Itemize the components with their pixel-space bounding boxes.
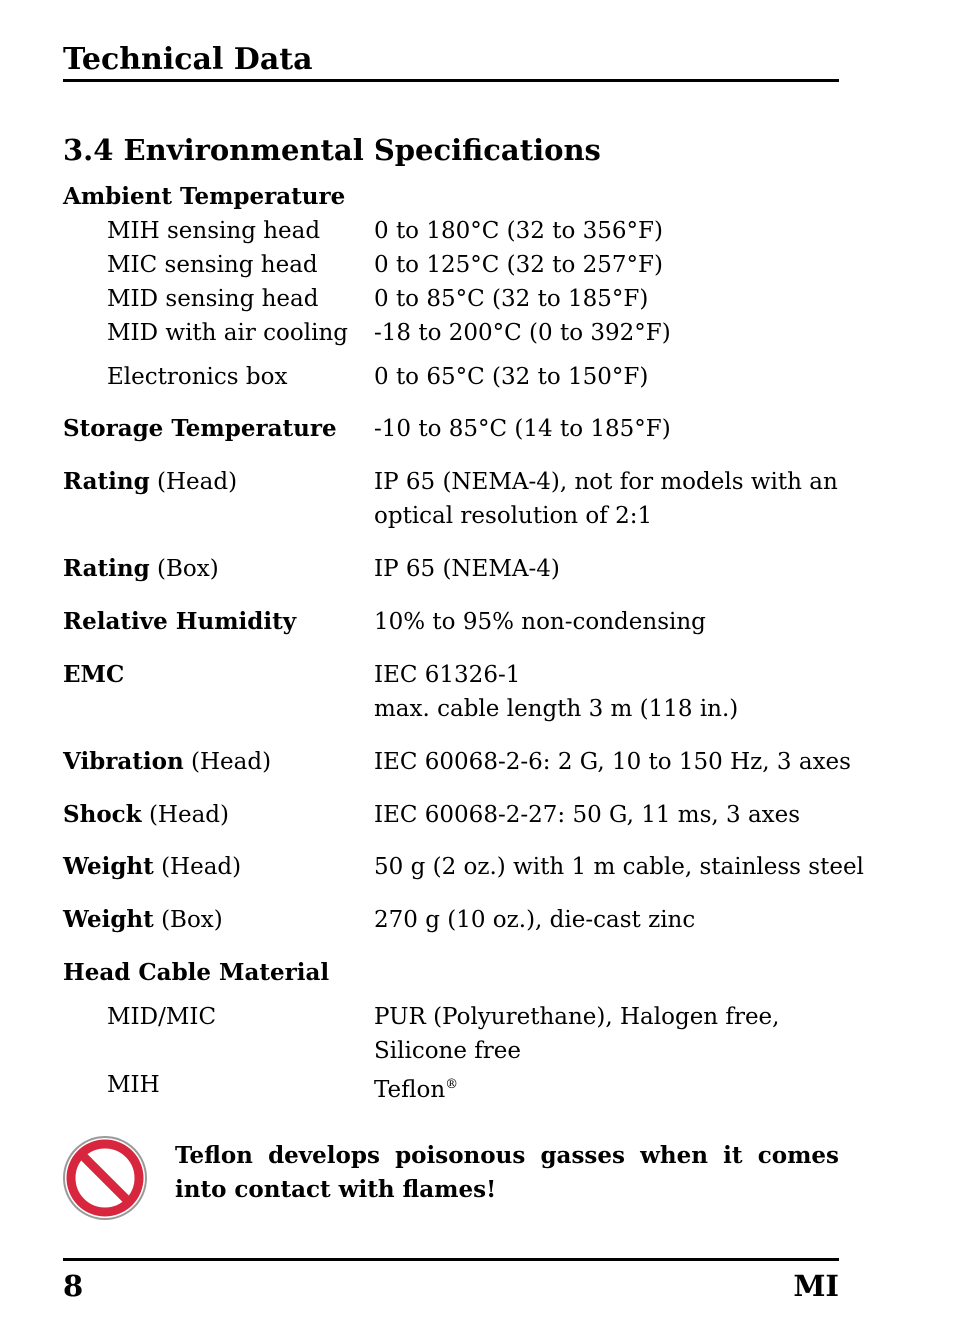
warning-text: Teflon develops poisonous gasses when it comes into contact with flames! [175, 1142, 839, 1203]
ambient-item-value: 0 to 85°C (32 to 185°F) [374, 286, 649, 312]
weight-box-value: 270 g (10 oz.), die-cast zinc [374, 907, 696, 933]
rating-box-label: Rating (Box) [63, 555, 219, 582]
rating-box-value: IP 65 (NEMA-4) [374, 556, 560, 582]
shock-value: IEC 60068-2-27: 50 G, 11 ms, 3 axes [374, 802, 801, 828]
emc-label: EMC [63, 661, 125, 688]
cable-mih-value: Teflon® [374, 1077, 459, 1103]
weight-box-label: Weight (Box) [63, 906, 223, 933]
vibration-label: Vibration (Head) [63, 748, 272, 775]
head-cable-material-label: Head Cable Material [63, 959, 330, 986]
ambient-item-value: -18 to 200°C (0 to 392°F) [374, 320, 671, 346]
storage-temperature-value: -10 to 85°C (14 to 185°F) [374, 416, 671, 442]
ambient-item-label: MID with air cooling [107, 320, 348, 346]
page-number: 8 [63, 1269, 84, 1303]
header-rule [63, 79, 839, 82]
prohibition-icon [62, 1135, 148, 1221]
shock-label: Shock (Head) [63, 801, 229, 828]
rating-head-value-line1: IP 65 (NEMA-4), not for models with an [374, 469, 838, 495]
relative-humidity-label: Relative Humidity [63, 608, 297, 635]
cable-mid-mic-value-line2: Silicone free [374, 1038, 522, 1064]
rating-head-value-line2: optical resolution of 2:1 [374, 503, 653, 529]
emc-value-line1: IEC 61326-1 [374, 662, 521, 688]
footer-rule [63, 1258, 839, 1261]
cable-mid-mic-value-line1: PUR (Polyurethane), Halogen free, [374, 1004, 780, 1030]
cable-mih-label: MIH [107, 1072, 160, 1098]
page-header-title: Technical Data [63, 42, 313, 77]
section-title: 3.4 Environmental Specifications [63, 133, 601, 167]
footer-model-name: MI [793, 1269, 839, 1303]
weight-head-value: 50 g (2 oz.) with 1 m cable, stainless steel [374, 854, 864, 880]
ambient-item-label: MIC sensing head [107, 252, 318, 278]
ambient-item-label: MIH sensing head [107, 218, 321, 244]
weight-head-label: Weight (Head) [63, 853, 242, 880]
storage-temperature-label: Storage Temperature [63, 415, 337, 442]
ambient-item-label: Electronics box [107, 364, 288, 390]
ambient-item-label: MID sensing head [107, 286, 319, 312]
rating-head-label: Rating (Head) [63, 468, 238, 495]
relative-humidity-value: 10% to 95% non-condensing [374, 609, 706, 635]
ambient-temperature-label: Ambient Temperature [63, 183, 346, 210]
ambient-item-value: 0 to 180°C (32 to 356°F) [374, 218, 663, 244]
cable-mid-mic-label: MID/MIC [107, 1004, 217, 1030]
ambient-item-value: 0 to 125°C (32 to 257°F) [374, 252, 663, 278]
registered-mark: ® [445, 1077, 459, 1092]
emc-value-line2: max. cable length 3 m (118 in.) [374, 696, 739, 722]
ambient-item-value: 0 to 65°C (32 to 150°F) [374, 364, 649, 390]
vibration-value: IEC 60068-2-6: 2 G, 10 to 150 Hz, 3 axes [374, 749, 851, 775]
